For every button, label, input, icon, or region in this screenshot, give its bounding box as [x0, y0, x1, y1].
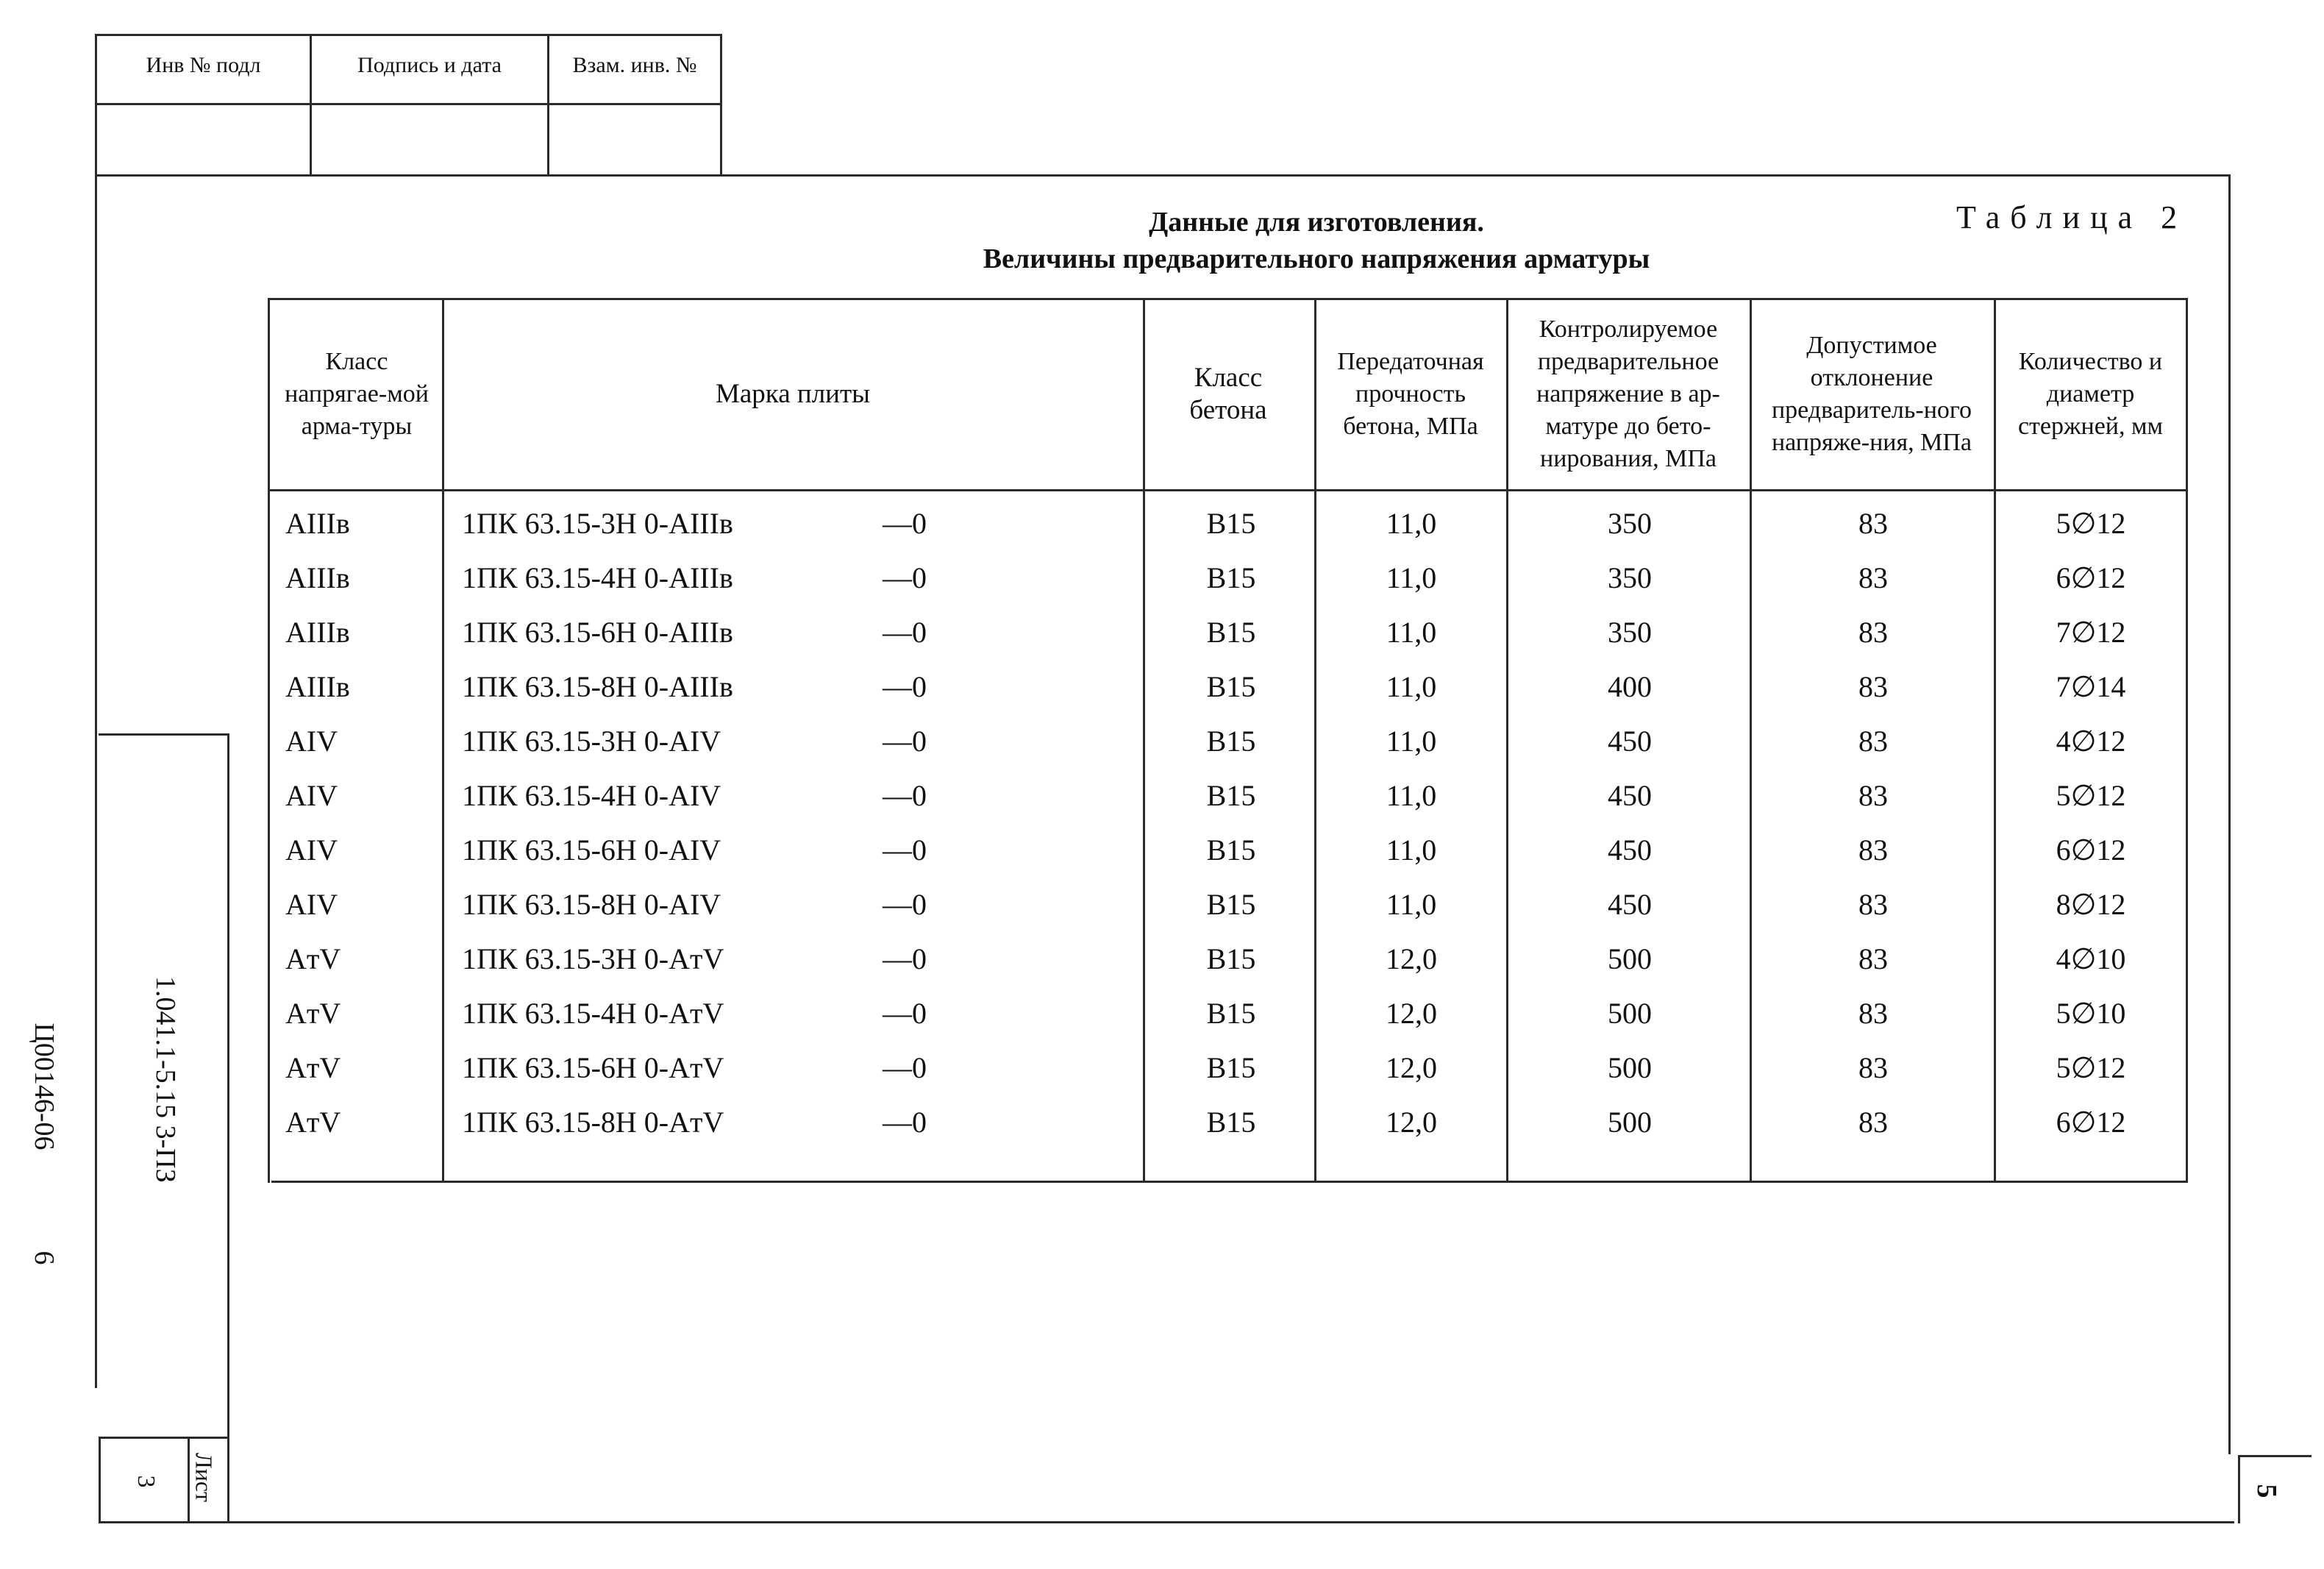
cell-tolerance: 83: [1858, 997, 1888, 1030]
cell-suffix: —0: [883, 1051, 927, 1084]
cell-stress: 500: [1608, 1106, 1652, 1139]
cell-bars: 5∅12: [2056, 779, 2126, 812]
stamp-replace-label: Взам. инв. №: [572, 53, 697, 77]
cell-stress: 400: [1608, 670, 1652, 703]
cell-strength: 11,0: [1386, 507, 1437, 540]
cell-class: AIIIв: [285, 507, 350, 540]
cell-suffix: —0: [883, 942, 927, 975]
table-number: Таблица 2: [1956, 199, 2188, 235]
cell-strength: 11,0: [1386, 725, 1437, 758]
cell-bars: 4∅12: [2056, 725, 2126, 758]
cell-class: AIV: [285, 725, 338, 758]
cell-bars: 6∅12: [2056, 561, 2126, 594]
cell-class: AтV: [285, 942, 341, 975]
cell-mark: 1ПК 63.15-8Н 0-AтV: [462, 1106, 724, 1139]
cell-stress: 350: [1608, 507, 1652, 540]
cell-suffix: —0: [883, 670, 927, 703]
archive-code: Ц00146-06: [29, 1022, 60, 1150]
cell-strength: 11,0: [1386, 779, 1437, 812]
cell-concrete: B15: [1206, 725, 1256, 758]
cell-mark: 1ПК 63.15-6Н 0-AIV: [462, 833, 721, 867]
cell-stress: 350: [1608, 616, 1652, 649]
stamp-inv-label: Инв № подл: [146, 53, 261, 77]
cell-concrete: B15: [1206, 616, 1256, 649]
cell-class: AтV: [285, 1051, 341, 1084]
cell-tolerance: 83: [1858, 888, 1888, 921]
cell-stress: 500: [1608, 1051, 1652, 1084]
cell-bars: 6∅12: [2056, 1106, 2126, 1139]
cell-mark: 1ПК 63.15-8Н 0-AIIIв: [462, 670, 733, 703]
cell-mark: 1ПК 63.15-6Н 0-AтV: [462, 1051, 724, 1084]
cell-concrete: B15: [1206, 833, 1256, 867]
cell-bars: 7∅12: [2056, 616, 2126, 649]
cell-class: AIIIв: [285, 670, 350, 703]
cell-tolerance: 83: [1858, 670, 1888, 703]
cell-bars: 5∅12: [2056, 507, 2126, 540]
cell-mark: 1ПК 63.15-3Н 0-AтV: [462, 942, 724, 975]
cell-mark: 1ПК 63.15-4Н 0-AтV: [462, 997, 724, 1030]
cell-suffix: —0: [883, 507, 927, 540]
cell-mark: 1ПК 63.15-8Н 0-AIV: [462, 888, 721, 921]
cell-mark: 1ПК 63.15-4Н 0-AIIIв: [462, 561, 733, 594]
cell-mark: 1ПК 63.15-4Н 0-AIV: [462, 779, 721, 812]
cell-bars: 8∅12: [2056, 888, 2126, 921]
cell-suffix: —0: [883, 616, 927, 649]
cell-stress: 500: [1608, 997, 1652, 1030]
cell-bars: 6∅12: [2056, 833, 2126, 867]
cell-class: AIIIв: [285, 616, 350, 649]
cell-class: AIV: [285, 888, 338, 921]
cell-class: AтV: [285, 1106, 341, 1139]
cell-tolerance: 83: [1858, 507, 1888, 540]
cell-tolerance: 83: [1858, 1106, 1888, 1139]
header-slab-mark: Марка плиты: [715, 379, 870, 409]
doc-code: 1.041.1-5.15 3-ПЗ: [150, 976, 181, 1183]
cell-suffix: —0: [883, 561, 927, 594]
cell-class: AтV: [285, 997, 341, 1030]
title-line-2: Величины предварительного напряжения арматуры: [983, 243, 1650, 274]
cell-mark: 1ПК 63.15-6Н 0-AIIIв: [462, 616, 733, 649]
stamp-signature-label: Подпись и дата: [357, 53, 502, 77]
cell-bars: 5∅10: [2056, 997, 2126, 1030]
cell-strength: 11,0: [1386, 670, 1437, 703]
cell-suffix: —0: [883, 779, 927, 812]
cell-suffix: —0: [883, 1106, 927, 1139]
cell-strength: 11,0: [1386, 616, 1437, 649]
cell-class: AIIIв: [285, 561, 350, 594]
title-line-1: Данные для изготовления.: [1149, 207, 1484, 238]
cell-concrete: B15: [1206, 507, 1256, 540]
cell-tolerance: 83: [1858, 1051, 1888, 1084]
cell-tolerance: 83: [1858, 561, 1888, 594]
cell-suffix: —0: [883, 725, 927, 758]
cell-strength: 11,0: [1386, 561, 1437, 594]
sheet-label: Лист: [190, 1452, 218, 1502]
cell-bars: 5∅12: [2056, 1051, 2126, 1084]
page-number: 5: [2251, 1484, 2282, 1498]
cell-concrete: B15: [1206, 942, 1256, 975]
cell-bars: 7∅14: [2056, 670, 2126, 703]
header-controlled-stress: Контролируемое предварительное напряжение в ар-матуре до бето-нирования, МПа: [1536, 316, 1720, 472]
cell-strength: 12,0: [1386, 997, 1437, 1030]
cell-strength: 11,0: [1386, 888, 1437, 921]
header-tolerance: Допустимое отклонение предваритель-ного напряже-ния, МПа: [1771, 332, 1972, 456]
cell-class: AIV: [285, 833, 338, 867]
cell-mark: 1ПК 63.15-3Н 0-AIV: [462, 725, 721, 758]
header-concrete-class: Класс бетона: [1189, 363, 1267, 425]
cell-strength: 12,0: [1386, 942, 1437, 975]
cell-tolerance: 83: [1858, 779, 1888, 812]
cell-stress: 450: [1608, 833, 1652, 867]
cell-class: AIV: [285, 779, 338, 812]
cell-concrete: B15: [1206, 997, 1256, 1030]
header-bars: Количество и диаметр стержней, мм: [2017, 348, 2164, 440]
cell-stress: 450: [1608, 725, 1652, 758]
header-reinforcement-class: Класс напрягае-мой арма-туры: [285, 348, 429, 440]
cell-suffix: —0: [883, 888, 927, 921]
cell-mark: 1ПК 63.15-3Н 0-AIIIв: [462, 507, 733, 540]
cell-concrete: B15: [1206, 779, 1256, 812]
cell-strength: 12,0: [1386, 1051, 1437, 1084]
archive-page: 6: [29, 1250, 60, 1265]
cell-concrete: B15: [1206, 888, 1256, 921]
sheet-number: 3: [132, 1475, 160, 1488]
cell-bars: 4∅10: [2056, 942, 2126, 975]
cell-tolerance: 83: [1858, 833, 1888, 867]
cell-suffix: —0: [883, 833, 927, 867]
cell-tolerance: 83: [1858, 616, 1888, 649]
cell-strength: 11,0: [1386, 833, 1437, 867]
cell-tolerance: 83: [1858, 725, 1888, 758]
cell-stress: 500: [1608, 942, 1652, 975]
cell-concrete: B15: [1206, 670, 1256, 703]
cell-stress: 450: [1608, 779, 1652, 812]
header-transfer-strength: Передаточная прочность бетона, МПа: [1337, 348, 1484, 440]
cell-concrete: B15: [1206, 1051, 1256, 1084]
cell-suffix: —0: [883, 997, 927, 1030]
cell-strength: 12,0: [1386, 1106, 1437, 1139]
cell-stress: 450: [1608, 888, 1652, 921]
cell-concrete: B15: [1206, 561, 1256, 594]
cell-stress: 350: [1608, 561, 1652, 594]
cell-concrete: B15: [1206, 1106, 1256, 1139]
cell-tolerance: 83: [1858, 942, 1888, 975]
